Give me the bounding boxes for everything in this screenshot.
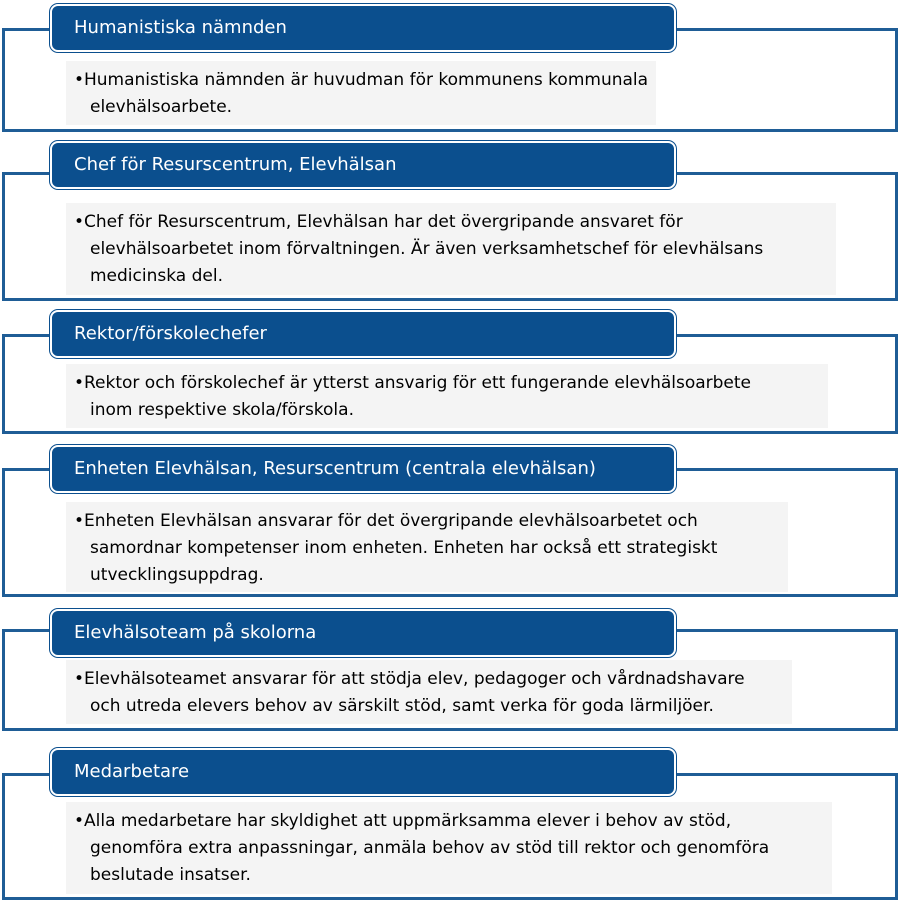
role-title-header: Enheten Elevhälsan, Resurscentrum (centrala elevhälsan) [50,445,676,493]
description-line: samordnar kompetenser inom enheten. Enheten har också ett strategiskt [90,538,718,558]
bullet-marker: • [74,70,85,90]
bullet-marker: • [74,212,85,232]
description-line: elevhälsoarbete. [90,97,233,117]
description-line: • Enheten Elevhälsan ansvarar för det övergripande elevhälsoarbetet och [74,508,780,535]
description-line: medicinska del. [90,266,223,286]
description-line: • Chef för Resurscentrum, Elevhälsan har det övergripande ansvaret för [74,209,828,236]
description-line: genomföra extra anpassningar, anmäla behov av stöd till rektor och genomföra [90,838,770,858]
description-line: elevhälsoarbetet inom förvaltningen. Är även verksamhetschef för elevhälsans [90,239,764,259]
role-description [66,364,828,428]
bullet-marker: • [74,511,85,531]
bullet-marker: • [74,373,85,393]
role-title-header: Elevhälsoteam på skolorna [50,609,676,657]
description-line: • Rektor och förskolechef är ytterst ansvarig för ett fungerande elevhälsoarbete [74,370,820,397]
role-title-header: Humanistiska nämnden [50,4,676,52]
bullet-marker: • [74,811,85,831]
role-description [66,502,788,592]
description-line: • Alla medarbetare har skyldighet att uppmärksamma elever i behov av stöd, [74,808,824,835]
description-line: beslutade insatser. [90,865,251,885]
bullet-marker: • [74,669,85,689]
description-line: inom respektive skola/förskola. [90,400,354,420]
role-title-header: Rektor/förskolechefer [50,310,676,358]
description-line: • Elevhälsoteamet ansvarar för att stödja elev, pedagoger och vårdnadshavare [74,666,784,693]
role-title-header: Medarbetare [50,748,676,796]
role-description [66,203,836,295]
description-line: utvecklingsuppdrag. [90,565,264,585]
role-description [66,660,792,724]
role-title-header: Chef för Resurscentrum, Elevhälsan [50,141,676,189]
role-description [66,802,832,894]
description-line: • Humanistiska nämnden är huvudman för kommunens kommunala [74,67,648,94]
role-description [66,61,656,125]
description-line: och utreda elevers behov av särskilt stöd, samt verka för goda lärmiljöer. [90,696,714,716]
